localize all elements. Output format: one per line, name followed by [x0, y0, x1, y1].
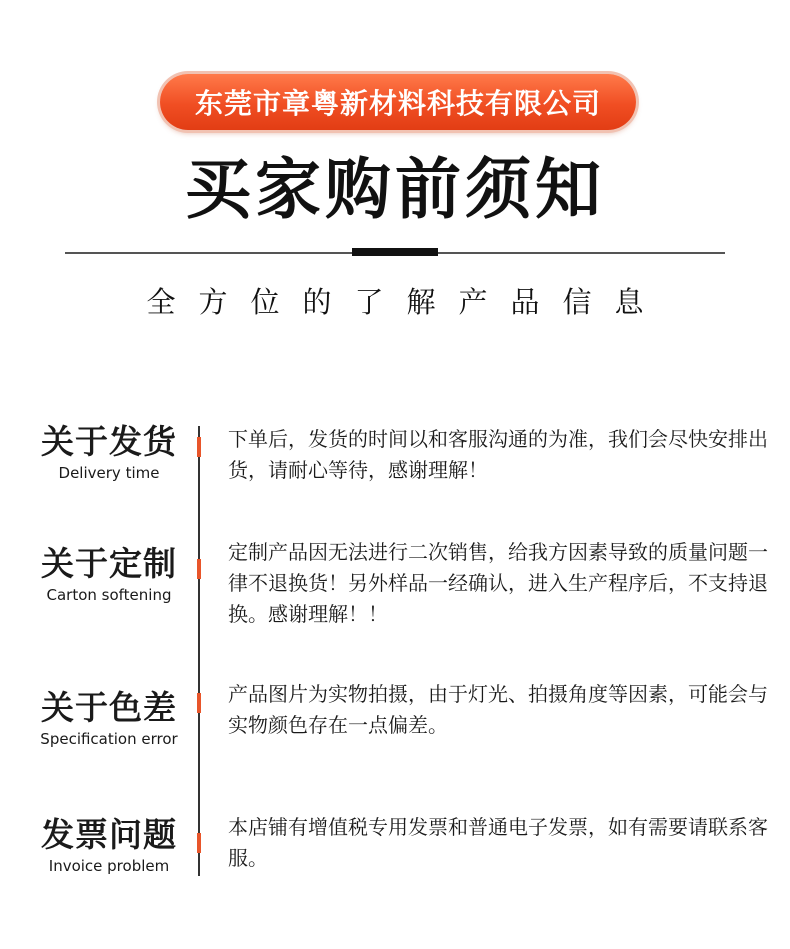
- section-title: 关于发货: [41, 422, 177, 461]
- section-title: 发票问题: [41, 815, 177, 854]
- section-body: 下单后，发货的时间以和客服沟通的为准，我们会尽快安排出货，请耐心等待，感谢理解！: [228, 427, 768, 482]
- company-name: 东莞市章粤新材料科技有限公司: [194, 87, 601, 120]
- section-marker: [197, 693, 201, 713]
- company-banner: [160, 74, 636, 130]
- section-title: 关于色差: [41, 688, 177, 727]
- section-subtitle: Invoice problem: [48, 857, 170, 875]
- section-subtitle: Carton softening: [46, 586, 172, 604]
- section-body: 本店铺有增值税专用发票和普通电子发票，如有需要请联系客服。: [228, 815, 768, 870]
- section-body: 定制产品因无法进行二次销售，给我方因素导致的质量问题一律不退换货！另外样品一经确认，进入生产程序后，不支持退换。感谢理解！！: [228, 540, 768, 626]
- title-divider-accent: [352, 248, 438, 256]
- section-title: 关于定制: [41, 544, 177, 583]
- section-marker: [197, 833, 201, 853]
- section-marker: [197, 559, 201, 579]
- section-subtitle: Delivery time: [58, 464, 160, 482]
- page-title: 买家购前须知: [185, 151, 605, 228]
- section-subtitle: Specification error: [40, 730, 178, 748]
- section-marker: [197, 437, 201, 457]
- sections-vertical-divider: [198, 426, 200, 876]
- page-subtitle: 全方位的了解产品信息: [146, 285, 667, 319]
- section-body: 产品图片为实物拍摄，由于灯光、拍摄角度等因素，可能会与实物颜色存在一点偏差。: [228, 682, 768, 737]
